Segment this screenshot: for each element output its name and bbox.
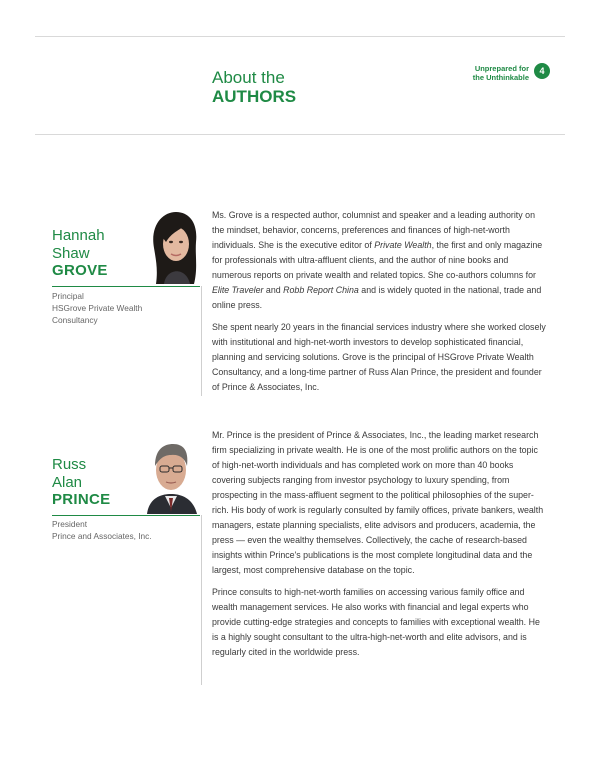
title-line-2: AUTHORS	[212, 87, 297, 106]
role-org-line-1: HSGrove Private Wealth	[52, 303, 143, 313]
author-role-grove	[52, 290, 142, 326]
author-photo-prince	[141, 438, 201, 514]
badge-line-2: the Unthinkable	[472, 73, 529, 82]
author-last-name: GROVE	[52, 262, 108, 279]
header-rule	[35, 134, 565, 135]
title-line-1: About the	[212, 68, 285, 87]
author-bio-prince	[212, 428, 547, 667]
page-title	[212, 68, 296, 107]
role-org-line-2: Consultancy	[52, 315, 98, 325]
badge-line-1: Unprepared for	[474, 64, 529, 73]
bio-text: and	[263, 285, 284, 295]
bio-paragraph-1: Mr. Prince is the president of Prince & Associates, Inc., the leading market research firm specializing in private wealth. He is one of the most prolific authors on the topic of high-net-worth individuals and has completed work on more than 40 books covering subjects ranging from investor psychology to luxury spending, from prospecting in the mass-affluent segment to the political philosophies of the super-rich. His body of work is regularly consulted by family offices, private bankers, wealth managers, estate planning specialists, elite advisors and producers, academia, the press — even the wealthy themselves. Collectively, the cache of research-based insights within Prince's publications is the most complete longitudinal data and the largest, most comprehensive database on the topic.	[212, 430, 544, 575]
bio-paragraph-2: Prince consults to high-net-worth families on accessing various family office and wealth management services. He also works with financial and legal experts who provide cutting-edge strategies and concepts to families with exceptional wealth. He is a highly sought consultant to the ultra-high-net-worth and elite advisors, and is regularly cited in the worldwide press.	[212, 587, 540, 657]
author-middle-name: Shaw	[52, 244, 90, 262]
author-vline-grove	[201, 286, 202, 396]
author-first-name: Russ	[52, 456, 87, 473]
author-last-name: PRINCE	[52, 491, 111, 508]
bio-text: Ms. Grove is a respected author, columnist and speaker and a leading authority on the mindset, behavior, concerns, preferences and finances of high-net-worth individuals. She is the executive editor of	[212, 210, 535, 250]
publication-title: Private Wealth	[374, 240, 432, 250]
publication-title: Elite Traveler	[212, 285, 264, 295]
page-badge	[473, 63, 550, 82]
author-name-grove	[52, 227, 108, 280]
bio-text: , the first and only magazine for professionals with ultra-affluent clients, and the author of nine books and numerous reports on private wealth and related topics. She co-authors columns for	[212, 240, 543, 280]
author-middle-name: Alan	[52, 473, 83, 491]
author-first-name: Hannah	[52, 227, 105, 244]
author-separator-prince	[52, 515, 200, 516]
author-bio-grove	[212, 208, 547, 402]
bio-text: and is widely quoted in the national, trade and online press.	[212, 285, 542, 310]
author-role-prince	[52, 518, 152, 542]
author-name-prince	[52, 456, 110, 509]
page-number: 4	[534, 63, 550, 79]
badge-text	[473, 64, 529, 82]
author-vline-prince	[201, 515, 202, 685]
bio-paragraph-2: She spent nearly 20 years in the financial services industry where she worked closely with institutional and high-net-worth investors to develop sophisticated financial, planning and servicing solutions. Grove is the principal of HSGrove Private Wealth Consultancy, and a long-time partner of Russ Alan Prince, the president and founder of Prince & Associates, Inc.	[212, 322, 546, 392]
role-org-line-1: Prince and Associates, Inc.	[52, 531, 152, 541]
author-photo-grove	[146, 208, 200, 284]
role-title: Principal	[52, 291, 84, 301]
bio-paragraph-1	[212, 208, 547, 313]
author-separator-grove	[52, 286, 200, 287]
top-rule	[35, 36, 565, 37]
role-title: President	[52, 519, 88, 529]
publication-title: Robb Report China	[283, 285, 359, 295]
